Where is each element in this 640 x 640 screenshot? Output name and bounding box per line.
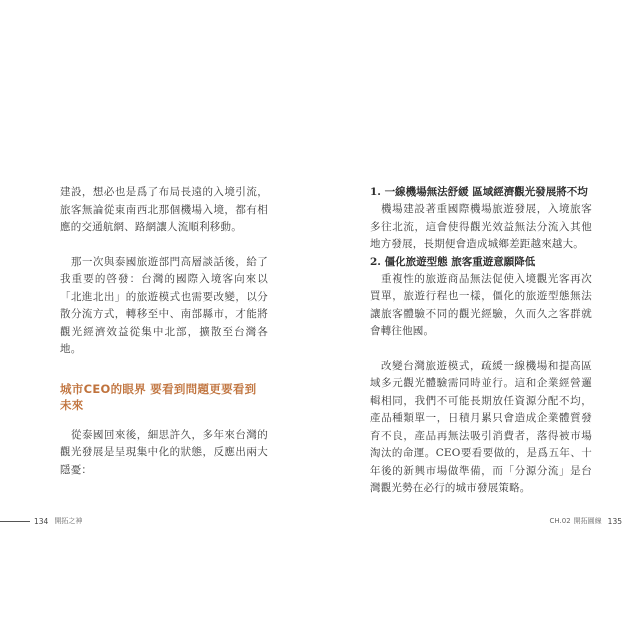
right-page-text <box>370 184 592 498</box>
closing-paragraph: 改變台灣旅遊模式，疏緩一線機場和提高區域多元觀光體驗需同時並行。這和企業經營邏輯相同，我們不可能長期放任資源分配不均，產品種類單一，日積月累只會造成企業體質發育不良，產品再無法吸引消費者，落得被市場淘汰的命運。CEO要看要做的，是爲五年、十年後的新興市場做準備，而「分源分流」是台灣觀光勢在必行的城市發展策略。 <box>370 359 592 494</box>
issue-body: 重複性的旅遊商品無法促使入境觀光客再次買單，旅遊行程也一樣，僵化的旅遊型態無法讓旅客體驗不同的觀光經驗，久而久之客群就會轉往他國。 <box>370 272 592 337</box>
body-paragraph: 建設，想必也是爲了布局長遠的入境引流，旅客無論從東南西北那個機場入境，都有相應的交通航網、路網讓人流順利移動。 <box>60 186 268 233</box>
issue-heading: 1. 一線機場無法舒緩 區域經濟觀光發展將不均 <box>370 186 588 198</box>
chapter-label: CH.02 <box>549 517 571 525</box>
running-head: 開拓圓線 <box>573 517 602 525</box>
page-number: 134 <box>34 516 49 526</box>
section-heading: 城市CEO的眼界 要看到問題更要看到未來 <box>60 381 257 412</box>
left-page-footer <box>0 516 82 526</box>
issue-body: 機場建設著重國際機場旅遊發展，入境旅客多往北流，這會使得觀光效益無法分流入其他地方發展，長期便會造成城鄉差距越來越大。 <box>370 203 592 250</box>
footer-rule <box>0 521 30 522</box>
body-paragraph: 從泰國回來後，細思許久，多年來台灣的觀光發展是呈現集中化的狀態，反應出兩大隱憂： <box>60 428 268 476</box>
left-page-text <box>60 184 268 479</box>
page-number: 135 <box>607 516 622 526</box>
right-page-footer <box>550 516 623 526</box>
body-paragraph: 那一次與泰國旅遊部門高層談話後，給了我重要的啓發：台灣的國際入境客向來以「北進北出」的旅遊模式也需要改變，以分散分流方式，轉移至中、南部縣市，才能將觀光經濟效益從集中北部，擴散至台灣各地。 <box>60 255 268 355</box>
running-head: 開拓之神 <box>54 517 83 525</box>
issue-heading: 2. 僵化旅遊型態 旅客重遊意願降低 <box>370 255 536 268</box>
